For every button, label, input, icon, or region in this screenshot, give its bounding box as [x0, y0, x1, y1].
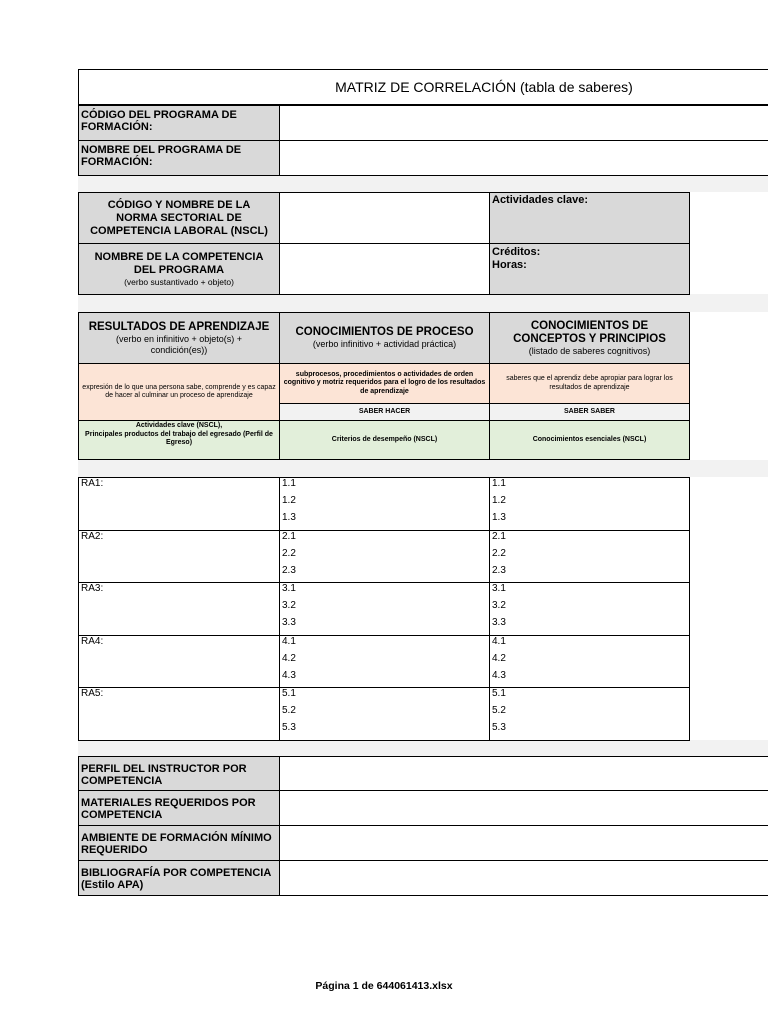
program-code-label: CÓDIGO DEL PROGRAMA DE FORMACIÓN:	[78, 105, 280, 141]
proceso-item-number: 4.3	[282, 670, 296, 681]
ra-row-proceso-cell[interactable]	[279, 635, 490, 688]
competencia-value[interactable]	[279, 243, 490, 295]
ambiente-value[interactable]	[279, 825, 768, 861]
program-code-value[interactable]	[279, 105, 768, 141]
spacer-band	[78, 176, 768, 192]
spacer-band	[78, 460, 768, 477]
ra-row-label-cell[interactable]	[78, 582, 280, 636]
conceptos-item-number: 2.1	[492, 531, 506, 542]
ra-row-label-cell[interactable]	[78, 530, 280, 583]
ra-label: RA3:	[81, 583, 104, 594]
saber-saber-cell: SABER SABER	[489, 403, 690, 421]
proceso-green: Criterios de desempeño (NSCL)	[279, 420, 490, 460]
norma-code-label: CÓDIGO Y NOMBRE DE LA NORMA SECTORIAL DE COMPETENCIA LABORAL (NSCL)	[78, 192, 280, 244]
conceptos-item-number: 5.2	[492, 705, 506, 716]
saber-hacer-cell: SABER HACER	[279, 403, 490, 421]
ra-label: RA1:	[81, 478, 104, 489]
proceso-item-number: 3.3	[282, 617, 296, 628]
conceptos-item-number: 3.1	[492, 583, 506, 594]
proceso-item-number: 1.1	[282, 478, 296, 489]
conceptos-item-number: 2.3	[492, 565, 506, 576]
norma-code-value[interactable]	[279, 192, 490, 244]
proceso-item-number: 2.1	[282, 531, 296, 542]
conceptos-item-number: 1.3	[492, 512, 506, 523]
ra-row-proceso-cell[interactable]	[279, 530, 490, 583]
conceptos-item-number: 1.1	[492, 478, 506, 489]
ra-row-proceso-cell[interactable]	[279, 687, 490, 741]
proceso-header: CONOCIMIENTOS DE PROCESO (verbo infinitivo + actividad práctica)	[279, 312, 490, 364]
horas-label: Horas:	[492, 259, 527, 271]
ra-row-conceptos-cell[interactable]	[489, 582, 690, 636]
ra-label: RA2:	[81, 531, 104, 542]
program-name-value[interactable]	[279, 140, 768, 176]
title-cell	[78, 69, 768, 105]
conceptos-item-number: 3.3	[492, 617, 506, 628]
proceso-item-number: 5.3	[282, 722, 296, 733]
resultados-desc: expresión de lo que una persona sabe, comprende y es capaz de hacer al culminar un proceso de aprendizaje	[78, 363, 280, 421]
ra-label: RA4:	[81, 636, 104, 647]
conceptos-item-number: 4.2	[492, 653, 506, 664]
bibliografia-label: BIBLIOGRAFÍA POR COMPETENCIA (Estilo APA)	[78, 860, 280, 896]
perfil-instructor-value[interactable]	[279, 756, 768, 791]
page-title: MATRIZ DE CORRELACIÓN (tabla de saberes)	[335, 79, 633, 95]
competencia-label: NOMBRE DE LA COMPETENCIA DEL PROGRAMA (verbo sustantivado + objeto)	[78, 243, 280, 295]
ra-row-label-cell[interactable]	[78, 635, 280, 688]
ra-row-conceptos-cell[interactable]	[489, 635, 690, 688]
resultados-header: RESULTADOS DE APRENDIZAJE (verbo en infinitivo + objeto(s) + condición(es))	[78, 312, 280, 364]
proceso-item-number: 2.2	[282, 548, 296, 559]
proceso-item-number: 3.1	[282, 583, 296, 594]
conceptos-green: Conocimientos esenciales (NSCL)	[489, 420, 690, 460]
actividades-clave-cell: Actividades clave:	[489, 192, 690, 244]
conceptos-item-number: 5.1	[492, 688, 506, 699]
spacer-band	[78, 740, 768, 756]
ra-row-proceso-cell[interactable]	[279, 582, 490, 636]
resultados-green: Actividades clave (NSCL), Principales productos del trabajo del egresado (Perfil de Egreso)	[78, 420, 280, 460]
ambiente-label: AMBIENTE DE FORMACIÓN MÍNIMO REQUERIDO	[78, 825, 280, 861]
spacer-band	[78, 294, 768, 312]
ra-label: RA5:	[81, 688, 104, 699]
creditos-label: Créditos:	[492, 246, 541, 258]
proceso-item-number: 5.2	[282, 705, 296, 716]
program-name-label: NOMBRE DEL PROGRAMA DE FORMACIÓN:	[78, 140, 280, 176]
conceptos-item-number: 4.1	[492, 636, 506, 647]
proceso-item-number: 1.3	[282, 512, 296, 523]
conceptos-item-number: 2.2	[492, 548, 506, 559]
conceptos-desc: saberes que el aprendiz debe apropiar para lograr los resultados de aprendizaje	[489, 363, 690, 404]
page-footer: Página 1 de 644061413.xlsx	[315, 980, 453, 992]
proceso-item-number: 4.1	[282, 636, 296, 647]
proceso-item-number: 1.2	[282, 495, 296, 506]
proceso-item-number: 5.1	[282, 688, 296, 699]
ra-row-proceso-cell[interactable]	[279, 477, 490, 531]
conceptos-item-number: 1.2	[492, 495, 506, 506]
conceptos-item-number: 3.2	[492, 600, 506, 611]
materiales-value[interactable]	[279, 790, 768, 826]
proceso-desc: subprocesos, procedimientos o actividades de orden cognitivo y motriz requeridos para el logro de los resultados de aprendizaje	[279, 363, 490, 404]
perfil-instructor-label: PERFIL DEL INSTRUCTOR POR COMPETENCIA	[78, 756, 280, 791]
creditos-horas-cell	[489, 243, 690, 295]
conceptos-item-number: 4.3	[492, 670, 506, 681]
ra-row-conceptos-cell[interactable]	[489, 530, 690, 583]
conceptos-header: CONOCIMIENTOS DE CONCEPTOS Y PRINCIPIOS (listado de saberes cognitivos)	[489, 312, 690, 364]
proceso-item-number: 3.2	[282, 600, 296, 611]
proceso-item-number: 4.2	[282, 653, 296, 664]
ra-row-label-cell[interactable]	[78, 687, 280, 741]
bibliografia-value[interactable]	[279, 860, 768, 896]
conceptos-item-number: 5.3	[492, 722, 506, 733]
proceso-item-number: 2.3	[282, 565, 296, 576]
ra-row-label-cell[interactable]	[78, 477, 280, 531]
materiales-label: MATERIALES REQUERIDOS POR COMPETENCIA	[78, 790, 280, 826]
ra-row-conceptos-cell[interactable]	[489, 687, 690, 741]
ra-row-conceptos-cell[interactable]	[489, 477, 690, 531]
